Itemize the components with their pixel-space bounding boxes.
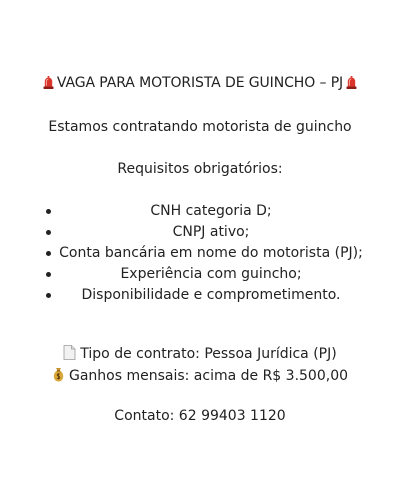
bullet-icon <box>46 209 51 214</box>
requirement-text: Disponibilidade e comprometimento. <box>81 287 341 303</box>
bullet-icon <box>46 272 51 277</box>
contract-type-text: Tipo de contrato: Pessoa Jurídica (PJ) <box>80 346 337 362</box>
bullet-icon <box>46 251 51 256</box>
contract-type <box>0 345 400 363</box>
job-title <box>0 74 400 92</box>
siren-icon <box>43 76 54 89</box>
bullet-icon <box>46 293 51 298</box>
requirement-text: Conta bancária em nome do motorista (PJ); <box>59 245 363 261</box>
list-item <box>0 286 400 307</box>
requirements-list <box>0 202 400 307</box>
document-icon <box>63 345 76 360</box>
list-item <box>0 244 400 265</box>
list-item <box>0 265 400 286</box>
monthly-earnings <box>0 367 400 385</box>
contact-info: Contato: 62 99403 1120 <box>114 408 286 424</box>
intro-text: Estamos contratando motorista de guincho <box>48 119 352 135</box>
requirement-text: CNPJ ativo; <box>172 224 250 240</box>
list-item <box>0 223 400 244</box>
job-title-text: VAGA PARA MOTORISTA DE GUINCHO – PJ <box>56 75 344 91</box>
money-bag-icon <box>52 367 65 382</box>
requirement-text: Experiência com guincho; <box>120 266 302 282</box>
monthly-earnings-text: Ganhos mensais: acima de R$ 3.500,00 <box>68 368 349 384</box>
requirements-heading: Requisitos obrigatórios: <box>117 161 283 177</box>
list-item <box>0 202 400 223</box>
siren-icon <box>346 76 357 89</box>
requirement-text: CNH categoria D; <box>150 203 272 219</box>
bullet-icon <box>46 230 51 235</box>
